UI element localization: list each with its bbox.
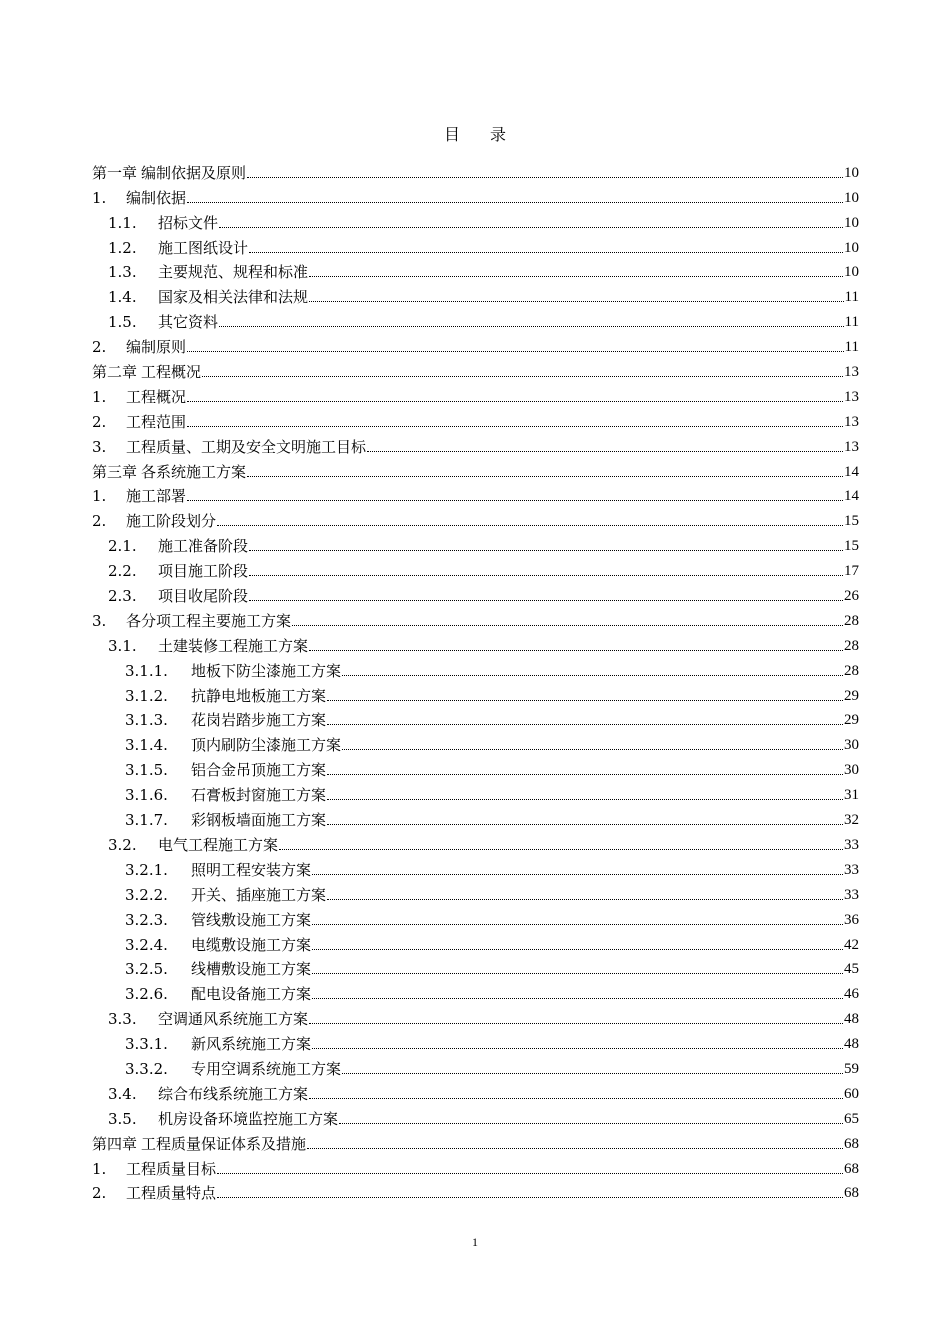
toc-entry[interactable] <box>92 656 859 681</box>
toc-entry-page: 33 <box>844 836 859 853</box>
toc-dot-leader <box>327 774 843 775</box>
toc-dot-leader <box>312 949 843 950</box>
toc-entry-number: 第四章 <box>92 1134 138 1153</box>
toc-entry[interactable] <box>92 531 859 556</box>
toc-dot-leader <box>217 1173 843 1174</box>
toc-entry-page: 33 <box>844 861 859 878</box>
toc-entry[interactable] <box>92 681 859 706</box>
toc-entry-title: 项目收尾阶段 <box>158 587 249 606</box>
toc-entry-number: 1. <box>92 387 107 406</box>
toc-entry-number: 3.2.6. <box>125 985 168 1004</box>
toc-entry-title: 开关、插座施工方案 <box>191 885 327 904</box>
toc-dot-leader <box>312 973 843 974</box>
toc-dot-leader <box>187 426 843 427</box>
toc-entry-page: 68 <box>844 1160 859 1177</box>
toc-dot-leader <box>327 824 843 825</box>
toc-entry[interactable] <box>92 556 859 581</box>
toc-entry-title: 其它资料 <box>158 313 219 332</box>
toc-entry-title: 石膏板封窗施工方案 <box>191 786 327 805</box>
toc-dot-leader <box>202 376 843 377</box>
toc-dot-leader <box>312 874 843 875</box>
toc-dot-leader <box>342 749 843 750</box>
toc-entry-title: 花岗岩踏步施工方案 <box>191 711 327 730</box>
toc-entry[interactable] <box>92 307 859 332</box>
toc-entry[interactable] <box>92 233 859 258</box>
toc-entry-page: 17 <box>844 563 859 580</box>
toc-entry-title: 顶内刷防尘漆施工方案 <box>191 736 342 755</box>
page-number-footer: 1 <box>472 1235 478 1249</box>
toc-dot-leader <box>309 1098 843 1099</box>
toc-entry-title: 新风系统施工方案 <box>191 1035 312 1054</box>
toc-dot-leader <box>327 899 843 900</box>
toc-entry[interactable] <box>92 332 859 357</box>
toc-entry[interactable] <box>92 208 859 233</box>
toc-entry-title: 地板下防尘漆施工方案 <box>191 661 342 680</box>
toc-entry[interactable] <box>92 955 859 980</box>
toc-entry-title: 工程概况 <box>126 387 187 406</box>
toc-entry[interactable] <box>92 1104 859 1129</box>
toc-entry[interactable] <box>92 357 859 382</box>
toc-dot-leader <box>309 276 843 277</box>
toc-dot-leader <box>327 799 843 800</box>
toc-entry[interactable] <box>92 730 859 755</box>
toc-entry-page: 48 <box>844 1036 859 1053</box>
toc-title-part-2: 录 <box>490 125 507 144</box>
toc-dot-leader <box>367 451 843 452</box>
toc-dot-leader <box>187 500 843 501</box>
toc-title <box>0 124 950 146</box>
toc-entry-number: 3.1.4. <box>125 736 168 755</box>
toc-dot-leader <box>342 675 843 676</box>
toc-dot-leader <box>249 600 843 601</box>
toc-entry[interactable] <box>92 432 859 457</box>
toc-entry-page: 13 <box>844 413 859 430</box>
toc-entry-number: 3.1.7. <box>125 811 168 830</box>
toc-entry-title: 照明工程安装方案 <box>191 860 312 879</box>
toc-entry-page: 10 <box>844 164 859 181</box>
toc-entry[interactable] <box>92 183 859 208</box>
toc-entry-page: 28 <box>844 612 859 629</box>
toc-entry-number: 2.1. <box>108 537 137 556</box>
toc-entry[interactable] <box>92 258 859 283</box>
toc-entry[interactable] <box>92 930 859 955</box>
toc-dot-leader <box>217 1197 843 1198</box>
toc-dot-leader <box>249 575 843 576</box>
toc-entry-number: 第二章 <box>92 363 138 382</box>
toc-dot-leader <box>279 849 843 850</box>
toc-entry[interactable] <box>92 805 859 830</box>
toc-entry-title: 工程范围 <box>126 412 187 431</box>
toc-entry-number: 2. <box>92 338 107 357</box>
toc-entry-page: 65 <box>844 1110 859 1127</box>
toc-entry-page: 42 <box>844 936 859 953</box>
toc-entry-title: 工程质量目标 <box>126 1159 217 1178</box>
toc-entry-title: 土建装修工程施工方案 <box>158 636 309 655</box>
toc-entry-page: 46 <box>844 986 859 1003</box>
toc-entry-page: 30 <box>844 737 859 754</box>
toc-entry-title: 铝合金吊顶施工方案 <box>191 761 327 780</box>
toc-entry[interactable] <box>92 1004 859 1029</box>
toc-entry-page: 48 <box>844 1011 859 1028</box>
toc-entry-title: 编制依据 <box>126 188 187 207</box>
toc-entry-number: 1.4. <box>108 288 137 307</box>
toc-dot-leader <box>219 227 843 228</box>
toc-entry-page: 10 <box>844 189 859 206</box>
toc-entry-number: 2.2. <box>108 562 137 581</box>
toc-entry-number: 3.2.3. <box>125 910 168 929</box>
toc-entry-title: 线槽敷设施工方案 <box>191 960 312 979</box>
toc-entry-title: 配电设备施工方案 <box>191 985 312 1004</box>
toc-entry-title: 施工准备阶段 <box>158 537 249 556</box>
toc-entry-page: 28 <box>844 662 859 679</box>
toc-entry[interactable] <box>92 581 859 606</box>
toc-entry[interactable] <box>92 1079 859 1104</box>
toc-entry-title: 综合布线系统施工方案 <box>158 1084 309 1103</box>
toc-entry-page: 13 <box>844 364 859 381</box>
toc-entry-page: 68 <box>844 1135 859 1152</box>
toc-entry[interactable] <box>92 506 859 531</box>
toc-entry-title: 施工图纸设计 <box>158 238 249 257</box>
toc-entry-number: 3.2.5. <box>125 960 168 979</box>
toc-entry-number: 3.2.1. <box>125 860 168 879</box>
toc-dot-leader <box>187 401 843 402</box>
toc-entry-title: 招标文件 <box>158 213 219 232</box>
toc-entry-page: 36 <box>844 911 859 928</box>
toc-entry-page: 13 <box>844 438 859 455</box>
toc-dot-leader <box>327 700 843 701</box>
toc-dot-leader <box>187 202 843 203</box>
toc-dot-leader <box>339 1123 843 1124</box>
toc-dot-leader <box>309 650 843 651</box>
toc-entry-number: 3.3.2. <box>125 1059 168 1078</box>
toc-entry-number: 3.4. <box>108 1084 137 1103</box>
toc-entry-page: 31 <box>844 787 859 804</box>
toc-entry-number: 2.3. <box>108 587 137 606</box>
toc-entry-number: 第三章 <box>92 462 138 481</box>
toc-entry-title: 机房设备环境监控施工方案 <box>158 1109 339 1128</box>
toc-entry-page: 11 <box>844 314 859 331</box>
toc-entry[interactable] <box>92 755 859 780</box>
toc-dot-leader <box>309 1023 843 1024</box>
toc-entry-number: 2. <box>92 1184 107 1203</box>
toc-entry-title: 管线敷设施工方案 <box>191 910 312 929</box>
toc-entry[interactable] <box>92 905 859 930</box>
toc-entry[interactable] <box>92 780 859 805</box>
table-of-contents <box>92 158 859 1203</box>
toc-entry-number: 1. <box>92 487 107 506</box>
toc-entry-page: 11 <box>844 289 859 306</box>
toc-title-part-1: 目 <box>443 125 460 144</box>
toc-entry-page: 14 <box>844 488 859 505</box>
toc-entry-number: 3.1.3. <box>125 711 168 730</box>
toc-entry-number: 3. <box>92 437 107 456</box>
toc-dot-leader <box>219 326 844 327</box>
toc-entry-number: 3.3. <box>108 1010 137 1029</box>
toc-entry-page: 15 <box>844 513 859 530</box>
toc-entry-title: 专用空调系统施工方案 <box>191 1059 342 1078</box>
toc-entry-number: 3.5. <box>108 1109 137 1128</box>
toc-entry-page: 11 <box>844 339 859 356</box>
toc-entry-number: 3.2. <box>108 835 137 854</box>
toc-entry-title: 各系统施工方案 <box>141 462 247 481</box>
toc-dot-leader <box>312 998 843 999</box>
toc-dot-leader <box>217 525 843 526</box>
toc-entry-number: 3.3.1. <box>125 1035 168 1054</box>
toc-entry-page: 30 <box>844 762 859 779</box>
toc-entry[interactable] <box>92 482 859 507</box>
toc-entry-number: 3.1.2. <box>125 686 168 705</box>
toc-dot-leader <box>247 476 843 477</box>
toc-entry[interactable] <box>92 606 859 631</box>
toc-entry[interactable] <box>92 1054 859 1079</box>
toc-entry-page: 26 <box>844 588 859 605</box>
toc-entry-page: 14 <box>844 463 859 480</box>
toc-entry[interactable] <box>92 1129 859 1154</box>
toc-entry-page: 29 <box>844 712 859 729</box>
toc-entry[interactable] <box>92 880 859 905</box>
toc-entry-page: 59 <box>844 1060 859 1077</box>
toc-entry-number: 2. <box>92 512 107 531</box>
toc-entry-number: 1. <box>92 1159 107 1178</box>
toc-dot-leader <box>249 252 843 253</box>
toc-entry-page: 33 <box>844 886 859 903</box>
toc-entry[interactable] <box>92 979 859 1004</box>
toc-entry-page: 32 <box>844 812 859 829</box>
toc-entry[interactable] <box>92 158 859 183</box>
toc-entry-title: 电缆敷设施工方案 <box>191 935 312 954</box>
toc-entry-title: 抗静电地板施工方案 <box>191 686 327 705</box>
toc-entry[interactable] <box>92 282 859 307</box>
toc-entry[interactable] <box>92 855 859 880</box>
toc-entry-number: 3.1.5. <box>125 761 168 780</box>
toc-entry-number: 3. <box>92 611 107 630</box>
toc-entry-page: 29 <box>844 687 859 704</box>
toc-entry[interactable] <box>92 631 859 656</box>
toc-entry-title: 电气工程施工方案 <box>158 835 279 854</box>
toc-entry-number: 1.2. <box>108 238 137 257</box>
toc-entry-number: 1.1. <box>108 213 137 232</box>
toc-dot-leader <box>312 924 843 925</box>
toc-entry[interactable] <box>92 1029 859 1054</box>
toc-entry-page: 15 <box>844 538 859 555</box>
toc-entry[interactable] <box>92 1179 859 1204</box>
toc-entry[interactable] <box>92 706 859 731</box>
toc-entry-number: 1.3. <box>108 263 137 282</box>
toc-dot-leader <box>249 550 843 551</box>
toc-entry[interactable] <box>92 830 859 855</box>
toc-entry-number: 3.1. <box>108 636 137 655</box>
toc-entry-page: 28 <box>844 637 859 654</box>
toc-entry[interactable] <box>92 457 859 482</box>
toc-dot-leader <box>327 724 843 725</box>
toc-entry-number: 2. <box>92 412 107 431</box>
toc-entry-title: 彩钢板墙面施工方案 <box>191 811 327 830</box>
toc-dot-leader <box>309 301 844 302</box>
toc-entry-number: 1. <box>92 188 107 207</box>
toc-entry-number: 1.5. <box>108 313 137 332</box>
toc-entry-number: 3.1.1. <box>125 661 168 680</box>
toc-entry-title: 工程概况 <box>141 363 202 382</box>
toc-entry-number: 3.2.4. <box>125 935 168 954</box>
toc-entry-title: 国家及相关法律和法规 <box>158 288 309 307</box>
toc-entry-page: 13 <box>844 388 859 405</box>
toc-entry-page: 10 <box>844 214 859 231</box>
toc-entry-page: 45 <box>844 961 859 978</box>
toc-entry-title: 项目施工阶段 <box>158 562 249 581</box>
toc-dot-leader <box>292 625 843 626</box>
toc-entry-page: 60 <box>844 1085 859 1102</box>
toc-entry-title: 编制原则 <box>126 338 187 357</box>
toc-entry-number: 第一章 <box>92 163 138 182</box>
toc-entry-page: 10 <box>844 264 859 281</box>
toc-entry-title: 工程质量特点 <box>126 1184 217 1203</box>
toc-entry-title: 施工部署 <box>126 487 187 506</box>
toc-entry-title: 主要规范、规程和标准 <box>158 263 309 282</box>
toc-entry-title: 工程质量、工期及安全文明施工目标 <box>126 437 367 456</box>
toc-dot-leader <box>342 1073 843 1074</box>
toc-entry-title: 各分项工程主要施工方案 <box>126 611 292 630</box>
toc-entry-number: 3.2.2. <box>125 885 168 904</box>
toc-dot-leader <box>187 351 844 352</box>
toc-dot-leader <box>307 1148 843 1149</box>
toc-entry[interactable] <box>92 382 859 407</box>
toc-entry-title: 空调通风系统施工方案 <box>158 1010 309 1029</box>
toc-entry-title: 工程质量保证体系及措施 <box>141 1134 307 1153</box>
toc-entry-title: 编制依据及原则 <box>141 163 247 182</box>
toc-dot-leader <box>247 177 843 178</box>
toc-entry[interactable] <box>92 1154 859 1179</box>
toc-entry-title: 施工阶段划分 <box>126 512 217 531</box>
toc-entry-page: 10 <box>844 239 859 256</box>
toc-entry[interactable] <box>92 407 859 432</box>
toc-entry-page: 68 <box>844 1185 859 1202</box>
toc-dot-leader <box>312 1048 843 1049</box>
toc-entry-number: 3.1.6. <box>125 786 168 805</box>
